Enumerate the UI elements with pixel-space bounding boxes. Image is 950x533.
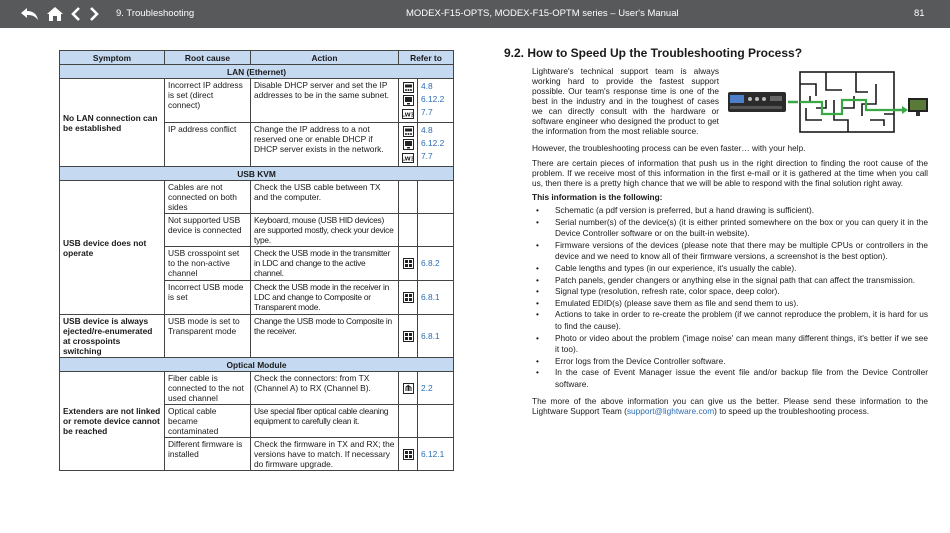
ref-link[interactable]: 4.8	[421, 81, 433, 91]
ref-link[interactable]: 2.2	[421, 382, 433, 393]
col-refer-to: Refer to	[399, 51, 454, 65]
list-item: • Emulated EDID(s) (please save them as file and send them to us).	[532, 298, 928, 310]
paragraph-list-title: This information is the following:	[532, 192, 663, 202]
nav-icons	[20, 4, 100, 24]
col-action: Action	[251, 51, 399, 65]
list-item: • Patch panels, gender changers or anything else in the signal path that can affect the transmission.	[532, 275, 928, 287]
table-row	[60, 315, 454, 358]
home-icon[interactable]	[46, 6, 64, 22]
table-header-row	[60, 51, 454, 65]
ref-icons-cell	[399, 315, 418, 358]
action-cell: Change the IP address to a not reserved one or enable DHCP if DHCP server exists in the network.	[251, 123, 399, 167]
page-number: 81	[914, 8, 925, 19]
closing-paragraph: The more of the above information you can give us the better. Please send these information to the Lightware Support Team (support@lightware.com) to speed up the troubleshooting process.	[532, 395, 928, 416]
front-panel-icon	[403, 126, 414, 137]
action-cell: Check the firmware in TX and RX; the versions have to match. If necessary do firmware upgrade.	[251, 438, 399, 471]
back-arrow-icon[interactable]	[20, 6, 40, 22]
list-item: • Signal type (resolution, refresh rate, color space, deep color).	[532, 286, 928, 298]
paragraph-help: However, the troubleshooting process can be even faster… with your help.	[532, 143, 806, 153]
cause-cell: Different firmware is installed	[165, 438, 251, 471]
ref-cell	[418, 123, 454, 167]
ref-link[interactable]: 6.8.1	[421, 292, 440, 302]
ref-cell	[418, 247, 454, 281]
ref-link[interactable]: 7.7	[421, 151, 433, 161]
ref-cell	[418, 79, 454, 123]
section-row-lan: LAN (Ethernet)	[60, 65, 454, 79]
support-email-link[interactable]: support@lightware.com	[626, 405, 715, 416]
front-panel-icon	[403, 82, 414, 93]
list-item: • Serial number(s) of the device(s) (it is either printed somewhere on the box or you can query it in the Device Controller software or on the built-in website).	[532, 217, 928, 240]
top-bar	[0, 0, 950, 28]
troubleshooting-table	[59, 50, 454, 471]
col-root-cause: Root cause	[165, 51, 251, 65]
list-item: • Actions to take in order to re-create the problem (if we cannot reproduce the problem, it is hard for us to find the cause).	[532, 309, 928, 332]
paragraph-information: There are certain pieces of information that push us in the right direction to finding the root cause of the problem. If we receive most of this information in the first e-mail or it is gathered at the time when you call us, then there is a pretty high chance that we will be able to respond with the final solution right away.	[532, 158, 928, 188]
ref-icons-cell	[399, 281, 418, 315]
action-cell: Check the USB cable between TX and the computer.	[251, 181, 399, 214]
symptom-cell: Extenders are not linked or remote device cannot be reached	[60, 372, 165, 471]
intro-paragraph: Lightware's technical support team is always working hard to provide the fastest support possible. Our team's response time is one of the best in the industry and in the toughest of cases we can directly consult with the hardware or software engineer who designed the product to get the information from the most reliable source.	[532, 66, 719, 136]
ref-link[interactable]: 6.8.2	[421, 258, 440, 268]
device-controller-icon	[403, 95, 414, 106]
svg-text:LW3: LW3	[402, 111, 414, 118]
ref-icons-cell	[399, 123, 418, 167]
col-symptom: Symptom	[60, 51, 165, 65]
lw3-icon	[402, 109, 414, 119]
ref-cell	[418, 438, 454, 471]
ref-cell	[418, 372, 454, 405]
cause-cell: IP address conflict	[165, 123, 251, 167]
ref-link[interactable]: 6.12.2	[421, 138, 445, 148]
ref-icons-cell	[399, 372, 418, 405]
chevron-right-icon[interactable]	[88, 6, 100, 22]
cause-cell: Incorrect USB mode is set	[165, 281, 251, 315]
list-item: • In the case of Event Manager issue the event file and/or backup file from the Device Controller software.	[532, 367, 928, 390]
list-item: • Cable lengths and types (in our experience, it's usually the cable).	[532, 263, 928, 275]
action-cell: Check the USB mode in the receiver in LDC and change to Composite or Transparent mode.	[251, 281, 399, 315]
ref-link[interactable]: 6.12.1	[421, 448, 445, 459]
ref-link[interactable]: 6.12.2	[421, 94, 445, 104]
action-cell: Check the connectors: from TX (Channel A) to RX (Channel B).	[251, 372, 399, 405]
list-item: • Schematic (a pdf version is preferred, but a hand drawing is sufficient).	[532, 205, 928, 217]
cause-cell: USB crosspoint set to the non-active channel	[165, 247, 251, 281]
web-lightware-device-controller-icon	[403, 292, 414, 303]
chevron-left-icon[interactable]	[70, 6, 82, 22]
cause-cell: USB mode is set to Transparent mode	[165, 315, 251, 358]
cause-cell: Cables are not connected on both sides	[165, 181, 251, 214]
svg-text:LW3: LW3	[402, 155, 414, 162]
chapter-title: 9. Troubleshooting	[116, 8, 195, 19]
hardware-icon	[403, 383, 414, 394]
cause-cell: Optical cable became contaminated	[165, 405, 251, 438]
action-cell: Change the USB mode to Composite in the receiver.	[251, 315, 399, 358]
information-list	[532, 205, 928, 391]
section-heading: 9.2. How to Speed Up the Troubleshooting Process?	[504, 46, 803, 60]
intro-block	[504, 66, 928, 140]
ref-icons-cell	[399, 438, 418, 471]
list-item: • Photo or video about the problem ('image noise' can mean many different things, it's better if we see it too).	[532, 333, 928, 356]
ref-link[interactable]: 7.7	[421, 107, 433, 117]
list-item: • Error logs from the Device Controller software.	[532, 356, 928, 368]
ref-icons-cell	[399, 79, 418, 123]
device-controller-icon	[403, 139, 414, 150]
action-cell: Use special fiber optical cable cleaning equipment to carefully clean it.	[251, 405, 399, 438]
action-cell: Keyboard, mouse (USB HID devices) are supported mostly, check your device type.	[251, 214, 399, 247]
section-row-usb: USB KVM	[60, 167, 454, 181]
symptom-cell: No LAN connection can be established	[60, 79, 165, 167]
list-item: • Firmware versions of the devices (please note that there may be multiple CPUs or controllers in the device and we need to know all of their firmware versions, a screenshot is the best option).	[532, 240, 928, 263]
cause-cell: Not supported USB device is connected	[165, 214, 251, 247]
web-lightware-device-controller-icon	[403, 331, 414, 342]
ref-link[interactable]: 6.8.1	[421, 330, 440, 341]
cause-cell: Incorrect IP address is set (direct connect)	[165, 79, 251, 123]
cause-cell: Fiber cable is connected to the not used channel	[165, 372, 251, 405]
symptom-cell: USB device does not operate	[60, 181, 165, 315]
ref-cell	[418, 281, 454, 315]
speed-up-section	[504, 46, 928, 416]
lw3-icon	[402, 153, 414, 163]
web-lightware-device-controller-icon	[403, 449, 414, 460]
web-lightware-device-controller-icon	[403, 258, 414, 269]
action-cell: Disable DHCP server and set the IP addresses to be in the same subnet.	[251, 79, 399, 123]
action-cell: Check the USB mode in the transmitter in LDC and change to the active channel.	[251, 247, 399, 281]
ref-link[interactable]: 4.8	[421, 125, 433, 135]
table-row	[60, 79, 454, 123]
maze-illustration	[726, 70, 930, 134]
document-title: MODEX-F15-OPTS, MODEX-F15-OPTM series – User's Manual	[406, 8, 679, 19]
section-row-optical: Optical Module	[60, 358, 454, 372]
ref-cell	[418, 315, 454, 358]
table-row	[60, 181, 454, 214]
symptom-cell: USB device is always ejected/re-enumerated at crosspoints switching	[60, 315, 165, 358]
ref-icons-cell	[399, 247, 418, 281]
table-row	[60, 372, 454, 405]
